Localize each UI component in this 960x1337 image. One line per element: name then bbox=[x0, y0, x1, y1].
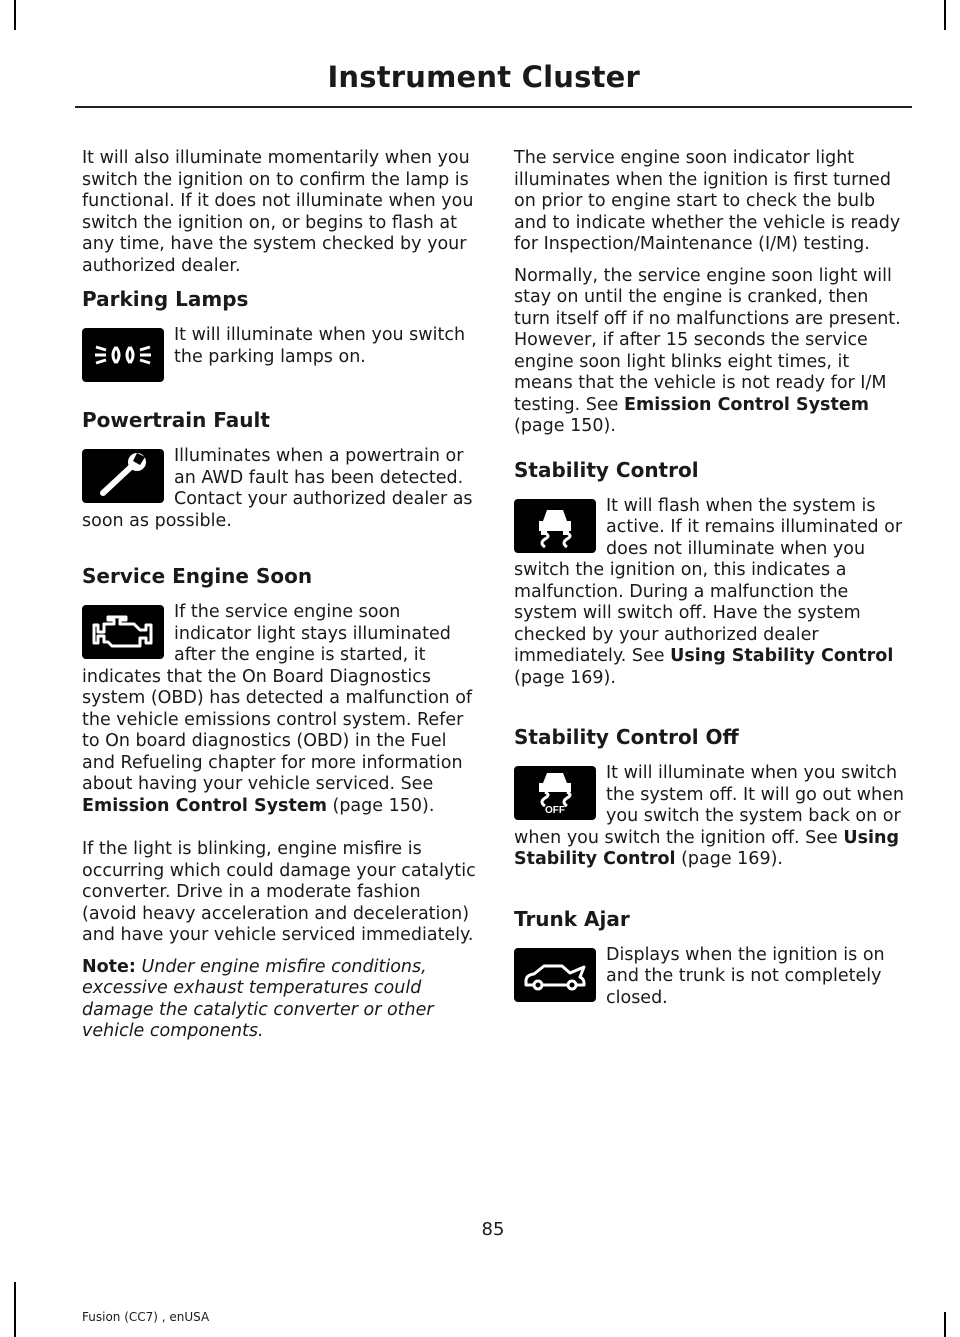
misfire-paragraph: If the light is blinking, engine misfire is occurring which could damage your catalytic converter. Drive in a moderate fashion (avoid heavy acceleration and deceleration) and have your vehicle serviced immediately. bbox=[82, 839, 476, 945]
wrench-icon bbox=[82, 449, 164, 503]
page-title: Instrument Cluster bbox=[327, 60, 640, 94]
service-engine-soon-section bbox=[82, 564, 477, 1043]
service-engine-text-body: If the service engine soon indicator light stays illuminated after the engine is started, it indicates that the On Board Diagnostics system (OBD) has detected a malfunction of the vehicle emissions control system. Refer to On board diagnostics (OBD) in the Fuel and Refueling chapter for more information about having your vehicle serviced. See bbox=[82, 602, 473, 794]
powertrain-fault-heading: Powertrain Fault bbox=[82, 408, 270, 432]
parking-lamps-section bbox=[82, 287, 477, 386]
right-column bbox=[514, 148, 909, 1041]
trunk-ajar-heading: Trunk Ajar bbox=[514, 906, 630, 931]
stability-control-icon bbox=[514, 499, 596, 553]
trunk-ajar-text: Displays when the ignition is on and the trunk is not completely closed. bbox=[606, 944, 885, 1008]
page-number: 85 bbox=[481, 1219, 505, 1240]
note-paragraph bbox=[82, 957, 477, 1043]
parking-lamps-heading: Parking Lamps bbox=[82, 287, 249, 311]
emission-control-link[interactable]: Emission Control System bbox=[82, 795, 327, 816]
powertrain-fault-section bbox=[82, 408, 477, 542]
stability-control-section bbox=[514, 458, 909, 700]
page-reference-3: (page 169). bbox=[514, 667, 616, 688]
left-column bbox=[82, 148, 477, 1065]
stability-control-body: It will flash when the system is active. If it remains illuminated or does not illuminate when you switch the ignition on, this indicates a malfunction. During a malfunction the system will switch off. Have the system checked by your authorized dealer immediately. See bbox=[514, 495, 903, 666]
stability-control-off-heading: Stability Control Off bbox=[514, 725, 739, 749]
crop-mark bbox=[944, 0, 946, 30]
crop-mark bbox=[944, 1312, 946, 1337]
page-reference-4: (page 169). bbox=[675, 849, 783, 869]
bulb-check-paragraph: The service engine soon indicator light illuminates when the ignition is first turned on prior to engine start to check the bulb and to indicate whether the vehicle is ready for Inspection/Maintenance (I/M) testing. bbox=[514, 148, 901, 254]
intro-paragraph: It will also illuminate momentarily when you switch the ignition on to confirm the lamp is functional. If it does not illuminate when you switch the ignition on, or begins to flash at any time, have the system checked by your authorized dealer. bbox=[82, 148, 474, 276]
crop-mark bbox=[14, 0, 16, 30]
readiness-paragraph bbox=[514, 266, 909, 438]
trunk-ajar-section bbox=[514, 907, 909, 1020]
service-engine-soon-heading: Service Engine Soon bbox=[82, 564, 313, 588]
off-label: OFF bbox=[545, 805, 565, 816]
note-label: Note: bbox=[82, 956, 136, 977]
stability-control-off-body: It will illuminate when you switch the system off. It will go out when you switch the system back on or when you switch the ignition off. See bbox=[514, 763, 904, 848]
readiness-text: Normally, the service engine soon light will stay on until the engine is cranked, then turn itself off if no malfunctions are present. However, if after 15 seconds the service engine soon light blinks eight times, it means that the vehicle is not ready for I/M testing. See bbox=[514, 265, 901, 415]
footer-doc-id: Fusion (CC7) , enUSA bbox=[82, 1310, 210, 1324]
using-stability-control-link[interactable]: Using Stability Control bbox=[670, 646, 894, 666]
powertrain-fault-text: Illuminates when a powertrain or an AWD fault has been detected. Contact your authorized dealer as soon as possible. bbox=[82, 446, 473, 531]
parking-lamps-icon bbox=[82, 328, 164, 382]
using-stability-control-link-2[interactable]: Using Stability Control bbox=[514, 827, 899, 869]
stability-control-off-section bbox=[514, 725, 909, 881]
page-reference-2: (page 150). bbox=[514, 416, 616, 436]
parking-lamps-text: It will illuminate when you switch the parking lamps on. bbox=[174, 325, 466, 367]
trunk-ajar-icon bbox=[514, 948, 596, 1002]
crop-mark bbox=[14, 1282, 16, 1337]
engine-icon bbox=[82, 605, 164, 659]
stability-control-heading: Stability Control bbox=[514, 457, 699, 482]
header-divider bbox=[75, 106, 912, 108]
page-reference: (page 150). bbox=[326, 795, 435, 816]
emission-control-link-2[interactable]: Emission Control System bbox=[624, 394, 869, 415]
note-text: Under engine misfire conditions, excessive exhaust temperatures could damage the catalytic converter or other vehicle components. bbox=[82, 956, 434, 1041]
stability-control-off-icon bbox=[514, 766, 596, 820]
